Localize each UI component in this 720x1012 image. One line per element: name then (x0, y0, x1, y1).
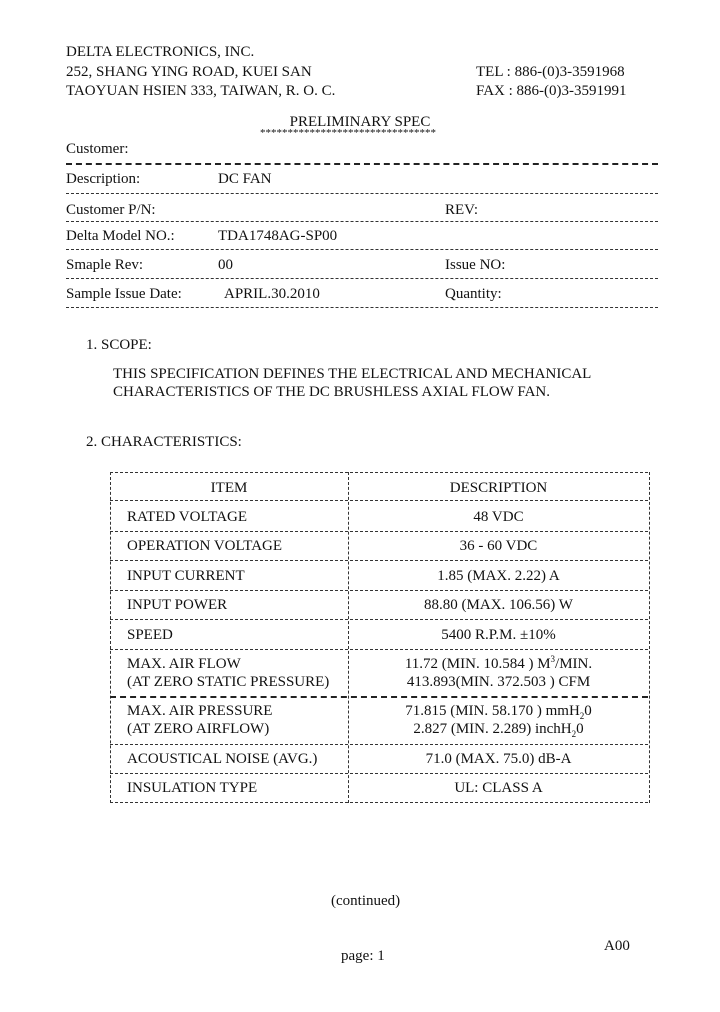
doc-title: PRELIMINARY SPEC (289, 114, 431, 130)
table-row-item: SPEED (127, 627, 173, 643)
model-label: Delta Model NO.: (66, 228, 175, 244)
airflow-unit-exponent: 3 (550, 654, 556, 664)
customer-label: Customer: (66, 141, 129, 157)
pressure-inch-suffix: 0 (576, 721, 584, 737)
table-row-description: 88.80 (MAX. 106.56) W (424, 597, 573, 613)
table-row-item: RATED VOLTAGE (127, 509, 248, 525)
table-row-description (349, 655, 648, 673)
table-rule (110, 472, 648, 473)
divider (66, 249, 658, 250)
table-row-item: INPUT POWER (127, 597, 228, 613)
table-rule (110, 590, 648, 591)
table-row-description (349, 702, 648, 720)
sample-rev-label: Smaple Rev: (66, 257, 144, 273)
table-rule (110, 531, 648, 532)
pressure-mm-suffix: 0 (584, 703, 592, 719)
rev-label: REV: (445, 202, 479, 218)
airflow-unit-suffix: /MIN. (555, 656, 593, 672)
table-row-item: ACOUSTICAL NOISE (AVG.) (127, 751, 318, 767)
divider (66, 163, 658, 165)
table-row-description-cfm: 413.893(MIN. 372.503 ) CFM (406, 674, 591, 690)
table-row-description: 5400 R.P.M. ±10% (441, 627, 556, 643)
pressure-inch: 2.827 (MIN. 2.289) inchH (413, 721, 572, 737)
pressure-mm-subscript: 2 (579, 711, 585, 721)
table-row-description: 71.0 (MAX. 75.0) dB-A (425, 751, 572, 767)
scope-heading: 1. SCOPE: (86, 337, 152, 353)
customer-pn-label: Customer P/N: (66, 202, 156, 218)
title-underline-stars: ******************************** (260, 127, 436, 139)
table-rule (110, 649, 648, 650)
table-rule (110, 744, 648, 745)
issue-date-value: APRIL.30.2010 (224, 286, 320, 302)
table-rule (110, 500, 648, 501)
sample-rev-value: 00 (218, 257, 233, 273)
quantity-label: Quantity: (445, 286, 502, 302)
table-rule (110, 696, 648, 698)
description-label: Description: (66, 171, 141, 187)
divider (66, 278, 658, 279)
divider (66, 221, 658, 222)
table-header-description: DESCRIPTION (449, 480, 548, 496)
divider (66, 307, 658, 308)
table-rule (110, 560, 648, 561)
pressure-mm: 71.815 (MIN. 58.170 ) mmH (405, 703, 580, 719)
issue-no-label: Issue NO: (445, 257, 506, 273)
table-row-item: INSULATION TYPE (127, 780, 258, 796)
table-rule (110, 802, 648, 803)
scope-text-line2: CHARACTERISTICS OF THE DC BRUSHLESS AXIAL FLOW FAN. (113, 384, 550, 400)
table-row-item: INPUT CURRENT (127, 568, 245, 584)
table-header-item: ITEM (210, 480, 248, 496)
table-rule (110, 619, 648, 620)
table-row-description: 36 - 60 VDC (459, 538, 538, 554)
revision-code: A00 (604, 938, 630, 954)
characteristics-heading: 2. CHARACTERISTICS: (86, 434, 242, 450)
page-number: page: 1 (341, 948, 385, 964)
model-value: TDA1748AG-SP00 (218, 228, 338, 244)
description-value: DC FAN (218, 171, 272, 187)
airflow-metric: 11.72 (MIN. 10.584 ) M (404, 656, 551, 672)
company-fax: FAX : 886-(0)3-3591991 (476, 83, 627, 99)
company-address-line2: TAOYUAN HSIEN 333, TAIWAN, R. O. C. (66, 83, 336, 99)
company-address-line1: 252, SHANG YING ROAD, KUEI SAN (66, 64, 312, 80)
table-row-description: 1.85 (MAX. 2.22) A (437, 568, 560, 584)
continued-note: (continued) (331, 893, 401, 909)
table-row-description: UL: CLASS A (454, 780, 543, 796)
table-row-item-note: (AT ZERO STATIC PRESSURE) (127, 674, 330, 690)
table-row-item: OPERATION VOLTAGE (127, 538, 283, 554)
issue-date-label: Sample Issue Date: (66, 286, 182, 302)
scope-text-line1: THIS SPECIFICATION DEFINES THE ELECTRICAL AND MECHANICAL (113, 366, 592, 382)
table-row-item: MAX. AIR FLOW (127, 656, 241, 672)
company-tel: TEL : 886-(0)3-3591968 (476, 64, 625, 80)
table-row-description-inch (349, 720, 648, 738)
divider (66, 193, 658, 194)
company-name: DELTA ELECTRONICS, INC. (66, 44, 255, 60)
pressure-inch-subscript: 2 (571, 729, 577, 739)
table-row-description: 48 VDC (473, 509, 524, 525)
table-rule (110, 773, 648, 774)
table-row-item: MAX. AIR PRESSURE (127, 703, 273, 719)
table-row-item-note: (AT ZERO AIRFLOW) (127, 721, 270, 737)
